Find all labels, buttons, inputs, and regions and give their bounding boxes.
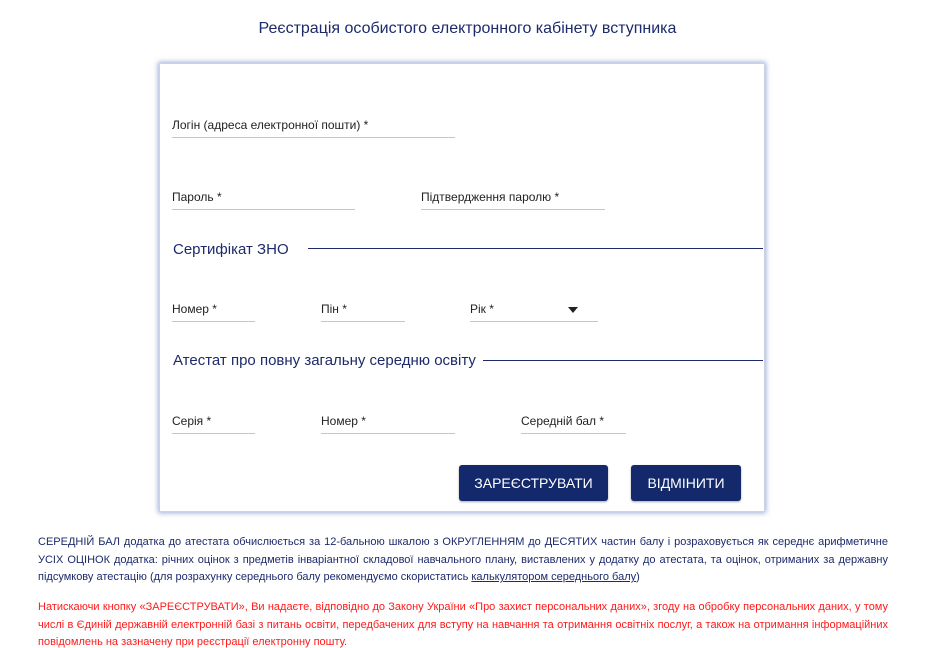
avg-score-input[interactable]: [521, 408, 626, 433]
register-button[interactable]: ЗАРЕЄСТРУВАТИ: [459, 465, 608, 501]
password-confirm-label: Підтвердження паролю *: [421, 190, 560, 204]
zno-number-input[interactable]: [172, 296, 255, 321]
cancel-button[interactable]: ВІДМІНИТИ: [631, 465, 741, 501]
certificate-series-label: Серія *: [172, 414, 212, 428]
chevron-down-icon[interactable]: [568, 307, 578, 313]
avg-score-field[interactable]: [521, 408, 626, 434]
password-input[interactable]: [172, 184, 355, 209]
password-label: Пароль *: [172, 190, 222, 204]
zno-section-divider: [308, 248, 763, 249]
certificate-number-input[interactable]: [321, 408, 455, 433]
avg-score-note: [38, 534, 888, 587]
certificate-section-divider: [483, 360, 763, 361]
password-confirm-input[interactable]: [421, 184, 605, 209]
certificate-section-title: Атестат про повну загальну середню освіту: [173, 352, 476, 369]
login-label: Логін (адреса електронної пошти) *: [172, 118, 369, 132]
personal-data-consent-note: Натискаючи кнопку «ЗАРЕЄСТРУВАТИ», Ви надаєте, відповідно до Закону України «Про захист персональних даних», згоду на обробку персональних даних, у тому числі в Єдиній державній електронній базі з питань освіти, передбачених для вступу на навчання та отримання освітніх послуг, а також на отримання інформаційних повідомлень на зазначену при реєстрації електронну пошту.: [38, 601, 888, 648]
avg-score-label: Середній бал *: [521, 414, 605, 428]
login-field[interactable]: [172, 112, 455, 138]
avg-score-note-text: СЕРЕДНІЙ БАЛ додатка до атестата обчислюється за 12-бальною шкалою з ОКРУГЛЕННЯМ до ДЕСЯТИХ частин балу і розраховується як середнє арифметичне УСІХ ОЦІНОК додатка: річних оцінок з предметів інваріантної складової навчального плану, виставлених у додатку до атестата, та оцінок, отриманих за державну підсумкову атестацію (для розрахунку середнього балу рекомендуємо скористатись: [38, 536, 888, 583]
zno-year-label: Рік *: [470, 302, 494, 316]
certificate-number-field[interactable]: [321, 408, 455, 434]
certificate-number-label: Номер *: [321, 414, 366, 428]
login-input[interactable]: [172, 112, 455, 137]
registration-form: [159, 63, 765, 512]
certificate-series-field[interactable]: [172, 408, 255, 434]
zno-number-label: Номер *: [172, 302, 217, 316]
password-confirm-field[interactable]: [421, 184, 605, 210]
zno-pin-field[interactable]: [321, 296, 405, 322]
certificate-series-input[interactable]: [172, 408, 255, 433]
zno-number-field[interactable]: [172, 296, 255, 322]
page-title: Реєстрація особистого електронного кабінету вступника: [258, 20, 677, 37]
password-field[interactable]: [172, 184, 355, 210]
zno-pin-label: Пін *: [321, 302, 347, 316]
zno-pin-input[interactable]: [321, 296, 405, 321]
zno-section-title: Сертифікат ЗНО: [173, 241, 289, 258]
avg-score-calculator-link[interactable]: калькулятором середнього балу: [471, 571, 637, 583]
zno-year-select[interactable]: [470, 296, 598, 322]
avg-score-note-end: ): [636, 571, 640, 583]
